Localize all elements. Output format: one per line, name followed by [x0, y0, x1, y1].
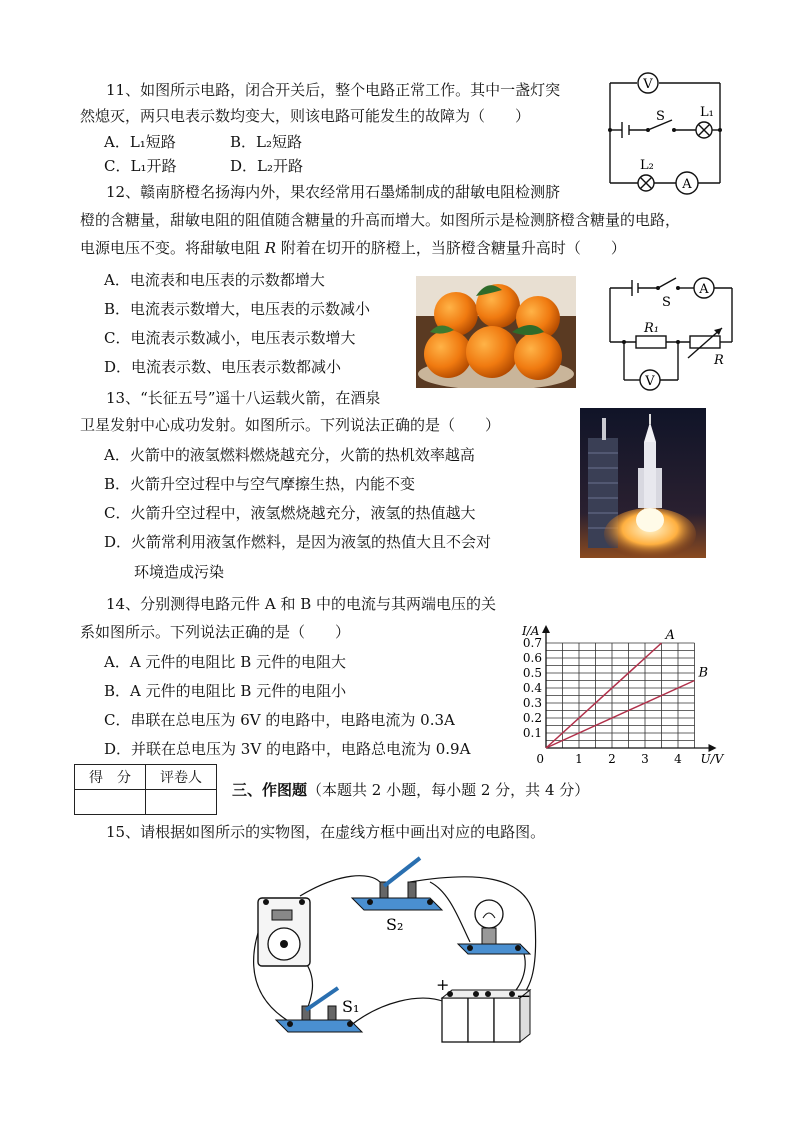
voltmeter-label: V	[643, 77, 653, 92]
y-axis-arrow	[542, 625, 550, 633]
q15-line1: 15、请根据如图所示的实物图，在虚线方框中画出对应的电路图。	[106, 823, 546, 841]
x-tick-label: 4	[674, 752, 682, 764]
q11-option-c: C．L₁开路	[104, 157, 177, 175]
series-line-b	[546, 681, 695, 749]
score-cell[interactable]	[75, 790, 146, 815]
y-tick-label: 0.2	[522, 711, 542, 725]
grader-cell[interactable]	[146, 790, 217, 815]
rocket-photo	[580, 408, 706, 558]
switch-s2-icon	[352, 858, 442, 910]
q13-option-d-cont: 环境造成污染	[134, 563, 225, 581]
score-header: 得 分	[75, 765, 146, 790]
lamp1-label: L₁	[700, 105, 714, 120]
y-tick-label: 0.3	[522, 696, 542, 710]
series-label-b: B	[698, 665, 709, 681]
y-tick-label: 0.4	[522, 681, 542, 695]
iu-chart	[516, 578, 738, 764]
q12-option-c: C．电流表示数减小，电压表示数增大	[104, 329, 356, 347]
q14-option-d: D．并联在总电压为 3V 的电路中，电路总电流为 0.9A	[104, 740, 471, 758]
q12-voltmeter-label: V	[645, 374, 655, 389]
q11-option-d: D．L₂开路	[230, 157, 304, 175]
y-tick-label: 0.7	[522, 636, 542, 650]
q12-line1: 12、赣南脐橙名扬海内外，果农经常用石墨烯制成的甜敏电阻检测脐	[106, 183, 561, 201]
q15-physical-circuit	[230, 852, 560, 1052]
bulb-icon	[458, 900, 530, 954]
q12-circuit-diagram	[602, 272, 742, 392]
minus-label: −	[516, 986, 532, 1007]
y-tick-label: 0.5	[522, 666, 542, 680]
q13-option-c: C．火箭升空过程中，液氢燃烧越充分，液氢的热值越大	[104, 504, 476, 522]
q12-switch-label: S	[662, 295, 671, 310]
switch-label: S	[656, 109, 665, 124]
bell-icon	[258, 898, 310, 966]
q12-option-b: B．电流表示数增大，电压表的示数减小	[104, 300, 371, 318]
y-axis-label: I/A	[522, 624, 540, 638]
x-tick-label: 2	[608, 752, 616, 764]
q14-line2: 系如图所示。下列说法正确的是（ ）	[80, 623, 351, 641]
section3-heading: 三、作图题（本题共 2 小题，每小题 2 分，共 4 分）	[232, 781, 590, 799]
q13-line2: 卫星发射中心成功发射。如图所示。下列说法正确的是（ ）	[80, 416, 501, 434]
lamp2-label: L₂	[640, 158, 654, 173]
q13-option-d: D．火箭常利用液氢作燃料，是因为液氢的热值大且不会对	[104, 533, 492, 551]
q12-option-a: A．电流表和电压表的示数都增大	[104, 271, 325, 289]
q11-option-a: A．L₁短路	[104, 133, 176, 151]
x-tick-label: 0	[536, 752, 544, 764]
q12-line2: 橙的含糖量，甜敏电阻的阻值随含糖量的升高而增大。如图所示是检测脐橙含糖量的电路，	[80, 211, 681, 229]
orange-photo	[416, 276, 576, 388]
x-tick-label: 1	[575, 752, 583, 764]
q11-line1: 11、如图所示电路，闭合开关后，整个电路正常工作。其中一盏灯突	[106, 81, 561, 99]
grader-header: 评卷人	[146, 765, 217, 790]
ammeter-label: A	[682, 177, 692, 192]
plus-label: +	[436, 975, 450, 994]
q13-option-a: A．火箭中的液氢燃料燃烧越充分，火箭的热机效率越高	[104, 446, 475, 464]
series-label-a: A	[665, 628, 675, 643]
r-label: R	[714, 353, 724, 368]
q12-option-d: D．电流表示数、电压表示数都减小	[104, 358, 342, 376]
r1-label: R₁	[644, 321, 659, 336]
q11-circuit-diagram	[600, 68, 730, 198]
s1-label: S₁	[342, 997, 360, 1016]
q14-option-b: B．A 元件的电阻比 B 元件的电阻小	[104, 682, 347, 700]
x-axis-label: U/V	[700, 752, 724, 764]
y-tick-label: 0.6	[522, 651, 542, 665]
q13-option-b: B．火箭升空过程中与空气摩擦生热，内能不变	[104, 475, 416, 493]
q12-ammeter-label: A	[699, 282, 709, 297]
x-tick-label: 3	[641, 752, 649, 764]
s2-label: S₂	[386, 915, 404, 934]
q11-line2: 然熄灭，两只电表示数均变大，则该电路可能发生的故障为（ ）	[80, 107, 531, 125]
x-axis-arrow	[709, 744, 717, 752]
q12-line3: 电源电压不变。将甜敏电阻 R 附着在切开的脐橙上，当脐橙含糖量升高时（ ）	[80, 239, 626, 257]
score-table	[74, 764, 217, 815]
q14-line1: 14、分别测得电路元件 A 和 B 中的电流与其两端电压的关	[106, 595, 497, 613]
q11-option-b: B．L₂短路	[230, 133, 302, 151]
q13-line1: 13、“长征五号”遥十八运载火箭，在酒泉	[106, 389, 381, 407]
q14-option-a: A．A 元件的电阻比 B 元件的电阻大	[104, 653, 346, 671]
q14-option-c: C．串联在总电压为 6V 的电路中，电路电流为 0.3A	[104, 711, 455, 729]
y-tick-label: 0.1	[522, 726, 542, 740]
